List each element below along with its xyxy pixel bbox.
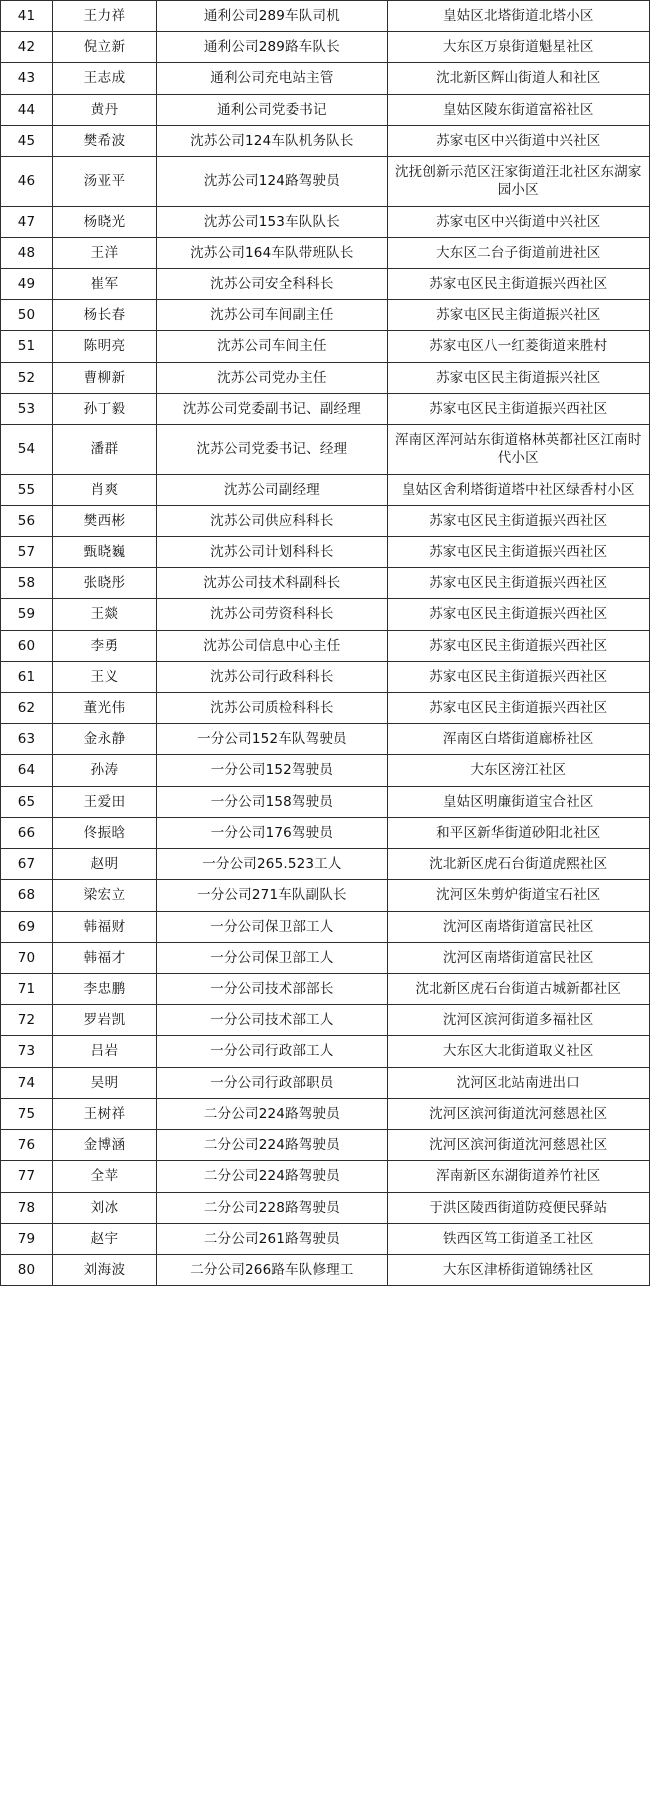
row-position: 一分公司技术部工人: [157, 1005, 387, 1036]
row-address: 苏家屯区民主街道振兴西社区: [387, 599, 649, 630]
row-position: 二分公司224路驾驶员: [157, 1098, 387, 1129]
row-position: 一分公司行政部工人: [157, 1036, 387, 1067]
row-position: 沈苏公司计划科科长: [157, 536, 387, 567]
row-index: 64: [1, 755, 53, 786]
row-person-name: 陈明亮: [53, 331, 157, 362]
row-index: 46: [1, 157, 53, 206]
table-row: [1, 331, 650, 362]
row-index: 77: [1, 1161, 53, 1192]
table-row: [1, 268, 650, 299]
row-address: 沈河区滨河街道多福社区: [387, 1005, 649, 1036]
table-row: [1, 817, 650, 848]
row-address: 大东区二台子街道前进社区: [387, 237, 649, 268]
row-index: 42: [1, 32, 53, 63]
row-person-name: 王洋: [53, 237, 157, 268]
row-person-name: 孙丁毅: [53, 393, 157, 424]
row-person-name: 杨晓光: [53, 206, 157, 237]
row-position: 沈苏公司党办主任: [157, 362, 387, 393]
row-address: 皇姑区北塔街道北塔小区: [387, 1, 649, 32]
row-index: 62: [1, 693, 53, 724]
table-row: [1, 94, 650, 125]
row-position: 沈苏公司劳资科科长: [157, 599, 387, 630]
row-person-name: 金永静: [53, 724, 157, 755]
row-address: 大东区大北街道取义社区: [387, 1036, 649, 1067]
row-person-name: 李勇: [53, 630, 157, 661]
row-index: 43: [1, 63, 53, 94]
row-index: 79: [1, 1223, 53, 1254]
table-row: [1, 724, 650, 755]
row-position: 沈苏公司车间主任: [157, 331, 387, 362]
row-index: 68: [1, 880, 53, 911]
row-person-name: 王燚: [53, 599, 157, 630]
table-row: [1, 125, 650, 156]
table-row: [1, 1130, 650, 1161]
row-position: 沈苏公司安全科科长: [157, 268, 387, 299]
row-person-name: 赵明: [53, 849, 157, 880]
row-person-name: 吕岩: [53, 1036, 157, 1067]
row-address: 大东区滂江社区: [387, 755, 649, 786]
row-person-name: 王树祥: [53, 1098, 157, 1129]
table-row: [1, 693, 650, 724]
row-person-name: 王爱田: [53, 786, 157, 817]
table-row: [1, 157, 650, 206]
row-index: 57: [1, 536, 53, 567]
table-row: [1, 425, 650, 474]
row-address: 苏家屯区民主街道振兴西社区: [387, 393, 649, 424]
row-position: 沈苏公司124车队机务队长: [157, 125, 387, 156]
row-address: 苏家屯区中兴街道中兴社区: [387, 206, 649, 237]
row-person-name: 肖爽: [53, 474, 157, 505]
row-person-name: 曹柳新: [53, 362, 157, 393]
row-person-name: 王义: [53, 661, 157, 692]
row-person-name: 杨长春: [53, 300, 157, 331]
row-index: 41: [1, 1, 53, 32]
row-position: 沈苏公司164车队带班队长: [157, 237, 387, 268]
row-person-name: 孙涛: [53, 755, 157, 786]
row-position: 沈苏公司党委副书记、副经理: [157, 393, 387, 424]
row-person-name: 全苹: [53, 1161, 157, 1192]
table-row: [1, 505, 650, 536]
row-address: 沈河区滨河街道沈河慈恩社区: [387, 1098, 649, 1129]
table-row: [1, 1067, 650, 1098]
row-index: 44: [1, 94, 53, 125]
table-row: [1, 1005, 650, 1036]
row-index: 69: [1, 911, 53, 942]
row-position: 二分公司228路驾驶员: [157, 1192, 387, 1223]
row-index: 56: [1, 505, 53, 536]
table-row: [1, 1036, 650, 1067]
row-index: 48: [1, 237, 53, 268]
row-index: 60: [1, 630, 53, 661]
table-row: [1, 630, 650, 661]
row-position: 沈苏公司124路驾驶员: [157, 157, 387, 206]
row-position: 通利公司党委书记: [157, 94, 387, 125]
row-index: 75: [1, 1098, 53, 1129]
row-index: 53: [1, 393, 53, 424]
row-person-name: 吴明: [53, 1067, 157, 1098]
row-person-name: 王力祥: [53, 1, 157, 32]
row-index: 71: [1, 974, 53, 1005]
row-index: 45: [1, 125, 53, 156]
row-index: 73: [1, 1036, 53, 1067]
row-index: 55: [1, 474, 53, 505]
table-row: [1, 1254, 650, 1285]
row-address: 苏家屯区民主街道振兴西社区: [387, 630, 649, 661]
row-address: 沈北新区虎石台街道虎熙社区: [387, 849, 649, 880]
row-index: 58: [1, 568, 53, 599]
table-row: [1, 1, 650, 32]
row-person-name: 汤亚平: [53, 157, 157, 206]
row-index: 51: [1, 331, 53, 362]
row-address: 铁西区笃工街道圣工社区: [387, 1223, 649, 1254]
table-row: [1, 911, 650, 942]
row-person-name: 崔军: [53, 268, 157, 299]
row-position: 通利公司289车队司机: [157, 1, 387, 32]
row-address: 苏家屯区民主街道振兴社区: [387, 362, 649, 393]
table-row: [1, 206, 650, 237]
row-person-name: 黄丹: [53, 94, 157, 125]
table-row: [1, 880, 650, 911]
row-address: 苏家屯区八一红菱街道来胜村: [387, 331, 649, 362]
row-address: 苏家屯区中兴街道中兴社区: [387, 125, 649, 156]
table-row: [1, 1223, 650, 1254]
row-index: 52: [1, 362, 53, 393]
row-person-name: 樊西彬: [53, 505, 157, 536]
row-person-name: 赵宇: [53, 1223, 157, 1254]
row-address: 皇姑区明廉街道宝合社区: [387, 786, 649, 817]
row-address: 浑南区白塔街道廊桥社区: [387, 724, 649, 755]
row-index: 76: [1, 1130, 53, 1161]
row-index: 67: [1, 849, 53, 880]
row-address: 和平区新华街道砂阳北社区: [387, 817, 649, 848]
row-index: 70: [1, 942, 53, 973]
row-position: 二分公司261路驾驶员: [157, 1223, 387, 1254]
row-address: 沈河区滨河街道沈河慈恩社区: [387, 1130, 649, 1161]
row-address: 苏家屯区民主街道振兴西社区: [387, 536, 649, 567]
row-position: 沈苏公司供应科科长: [157, 505, 387, 536]
row-position: 一分公司保卫部工人: [157, 911, 387, 942]
row-index: 78: [1, 1192, 53, 1223]
row-person-name: 梁宏立: [53, 880, 157, 911]
row-position: 一分公司176驾驶员: [157, 817, 387, 848]
row-address: 苏家屯区民主街道振兴西社区: [387, 568, 649, 599]
row-address: 沈河区南塔街道富民社区: [387, 911, 649, 942]
row-person-name: 刘海波: [53, 1254, 157, 1285]
row-address: 于洪区陵西街道防疫便民驿站: [387, 1192, 649, 1223]
row-position: 通利公司289路车队长: [157, 32, 387, 63]
row-index: 65: [1, 786, 53, 817]
row-address: 浑南新区东湖街道养竹社区: [387, 1161, 649, 1192]
row-person-name: 李忠鹏: [53, 974, 157, 1005]
table-row: [1, 63, 650, 94]
row-person-name: 王志成: [53, 63, 157, 94]
row-index: 49: [1, 268, 53, 299]
row-position: 一分公司271车队副队长: [157, 880, 387, 911]
table-row: [1, 474, 650, 505]
row-position: 一分公司158驾驶员: [157, 786, 387, 817]
table-row: [1, 1192, 650, 1223]
row-address: 沈河区朱剪炉街道宝石社区: [387, 880, 649, 911]
row-position: 沈苏公司副经理: [157, 474, 387, 505]
row-address: 苏家屯区民主街道振兴西社区: [387, 693, 649, 724]
table-row: [1, 1161, 650, 1192]
row-position: 一分公司265.523工人: [157, 849, 387, 880]
row-position: 一分公司保卫部工人: [157, 942, 387, 973]
row-address: 沈北新区虎石台街道古城新都社区: [387, 974, 649, 1005]
row-index: 59: [1, 599, 53, 630]
row-address: 苏家屯区民主街道振兴西社区: [387, 505, 649, 536]
row-address: 苏家屯区民主街道振兴西社区: [387, 268, 649, 299]
row-index: 72: [1, 1005, 53, 1036]
row-person-name: 金博涵: [53, 1130, 157, 1161]
row-index: 80: [1, 1254, 53, 1285]
row-person-name: 刘冰: [53, 1192, 157, 1223]
table-row: [1, 362, 650, 393]
table-row: [1, 974, 650, 1005]
row-address: 皇姑区舍利塔街道塔中社区绿香村小区: [387, 474, 649, 505]
table-row: [1, 32, 650, 63]
row-index: 61: [1, 661, 53, 692]
row-position: 沈苏公司质检科科长: [157, 693, 387, 724]
row-person-name: 韩福才: [53, 942, 157, 973]
row-address: 苏家屯区民主街道振兴社区: [387, 300, 649, 331]
row-position: 一分公司技术部部长: [157, 974, 387, 1005]
row-position: 沈苏公司信息中心主任: [157, 630, 387, 661]
table-row: [1, 568, 650, 599]
row-address: 皇姑区陵东街道富裕社区: [387, 94, 649, 125]
row-position: 一分公司152驾驶员: [157, 755, 387, 786]
row-person-name: 甄晓巍: [53, 536, 157, 567]
row-index: 50: [1, 300, 53, 331]
row-address: 沈抚创新示范区汪家街道汪北社区东湖家园小区: [387, 157, 649, 206]
row-position: 二分公司266路车队修理工: [157, 1254, 387, 1285]
table-row: [1, 237, 650, 268]
table-row: [1, 599, 650, 630]
row-person-name: 董光伟: [53, 693, 157, 724]
row-address: 大东区津桥街道锦绣社区: [387, 1254, 649, 1285]
row-address: 沈北新区辉山街道人和社区: [387, 63, 649, 94]
table-row: [1, 942, 650, 973]
row-position: 沈苏公司车间副主任: [157, 300, 387, 331]
table-row: [1, 786, 650, 817]
row-position: 沈苏公司党委书记、经理: [157, 425, 387, 474]
row-position: 沈苏公司153车队队长: [157, 206, 387, 237]
row-index: 74: [1, 1067, 53, 1098]
row-person-name: 张晓彤: [53, 568, 157, 599]
table-row: [1, 536, 650, 567]
table-row: [1, 300, 650, 331]
row-address: 大东区万泉街道魁星社区: [387, 32, 649, 63]
row-position: 二分公司224路驾驶员: [157, 1161, 387, 1192]
row-index: 47: [1, 206, 53, 237]
row-position: 沈苏公司行政科科长: [157, 661, 387, 692]
row-person-name: 樊希波: [53, 125, 157, 156]
table-row: [1, 755, 650, 786]
row-person-name: 佟振晗: [53, 817, 157, 848]
row-person-name: 罗岩凯: [53, 1005, 157, 1036]
row-person-name: 潘群: [53, 425, 157, 474]
row-person-name: 韩福财: [53, 911, 157, 942]
row-position: 一分公司行政部职员: [157, 1067, 387, 1098]
table-row: [1, 849, 650, 880]
row-position: 二分公司224路驾驶员: [157, 1130, 387, 1161]
row-position: 一分公司152车队驾驶员: [157, 724, 387, 755]
row-address: 沈河区北站南进出口: [387, 1067, 649, 1098]
table-row: [1, 1098, 650, 1129]
row-index: 54: [1, 425, 53, 474]
row-address: 浑南区浑河站东街道格林英都社区江南时代小区: [387, 425, 649, 474]
row-index: 63: [1, 724, 53, 755]
row-address: 苏家屯区民主街道振兴西社区: [387, 661, 649, 692]
row-person-name: 倪立新: [53, 32, 157, 63]
row-position: 通利公司充电站主管: [157, 63, 387, 94]
roster-table-body: [1, 1, 650, 1286]
row-index: 66: [1, 817, 53, 848]
table-row: [1, 661, 650, 692]
row-address: 沈河区南塔街道富民社区: [387, 942, 649, 973]
row-position: 沈苏公司技术科副科长: [157, 568, 387, 599]
table-row: [1, 393, 650, 424]
